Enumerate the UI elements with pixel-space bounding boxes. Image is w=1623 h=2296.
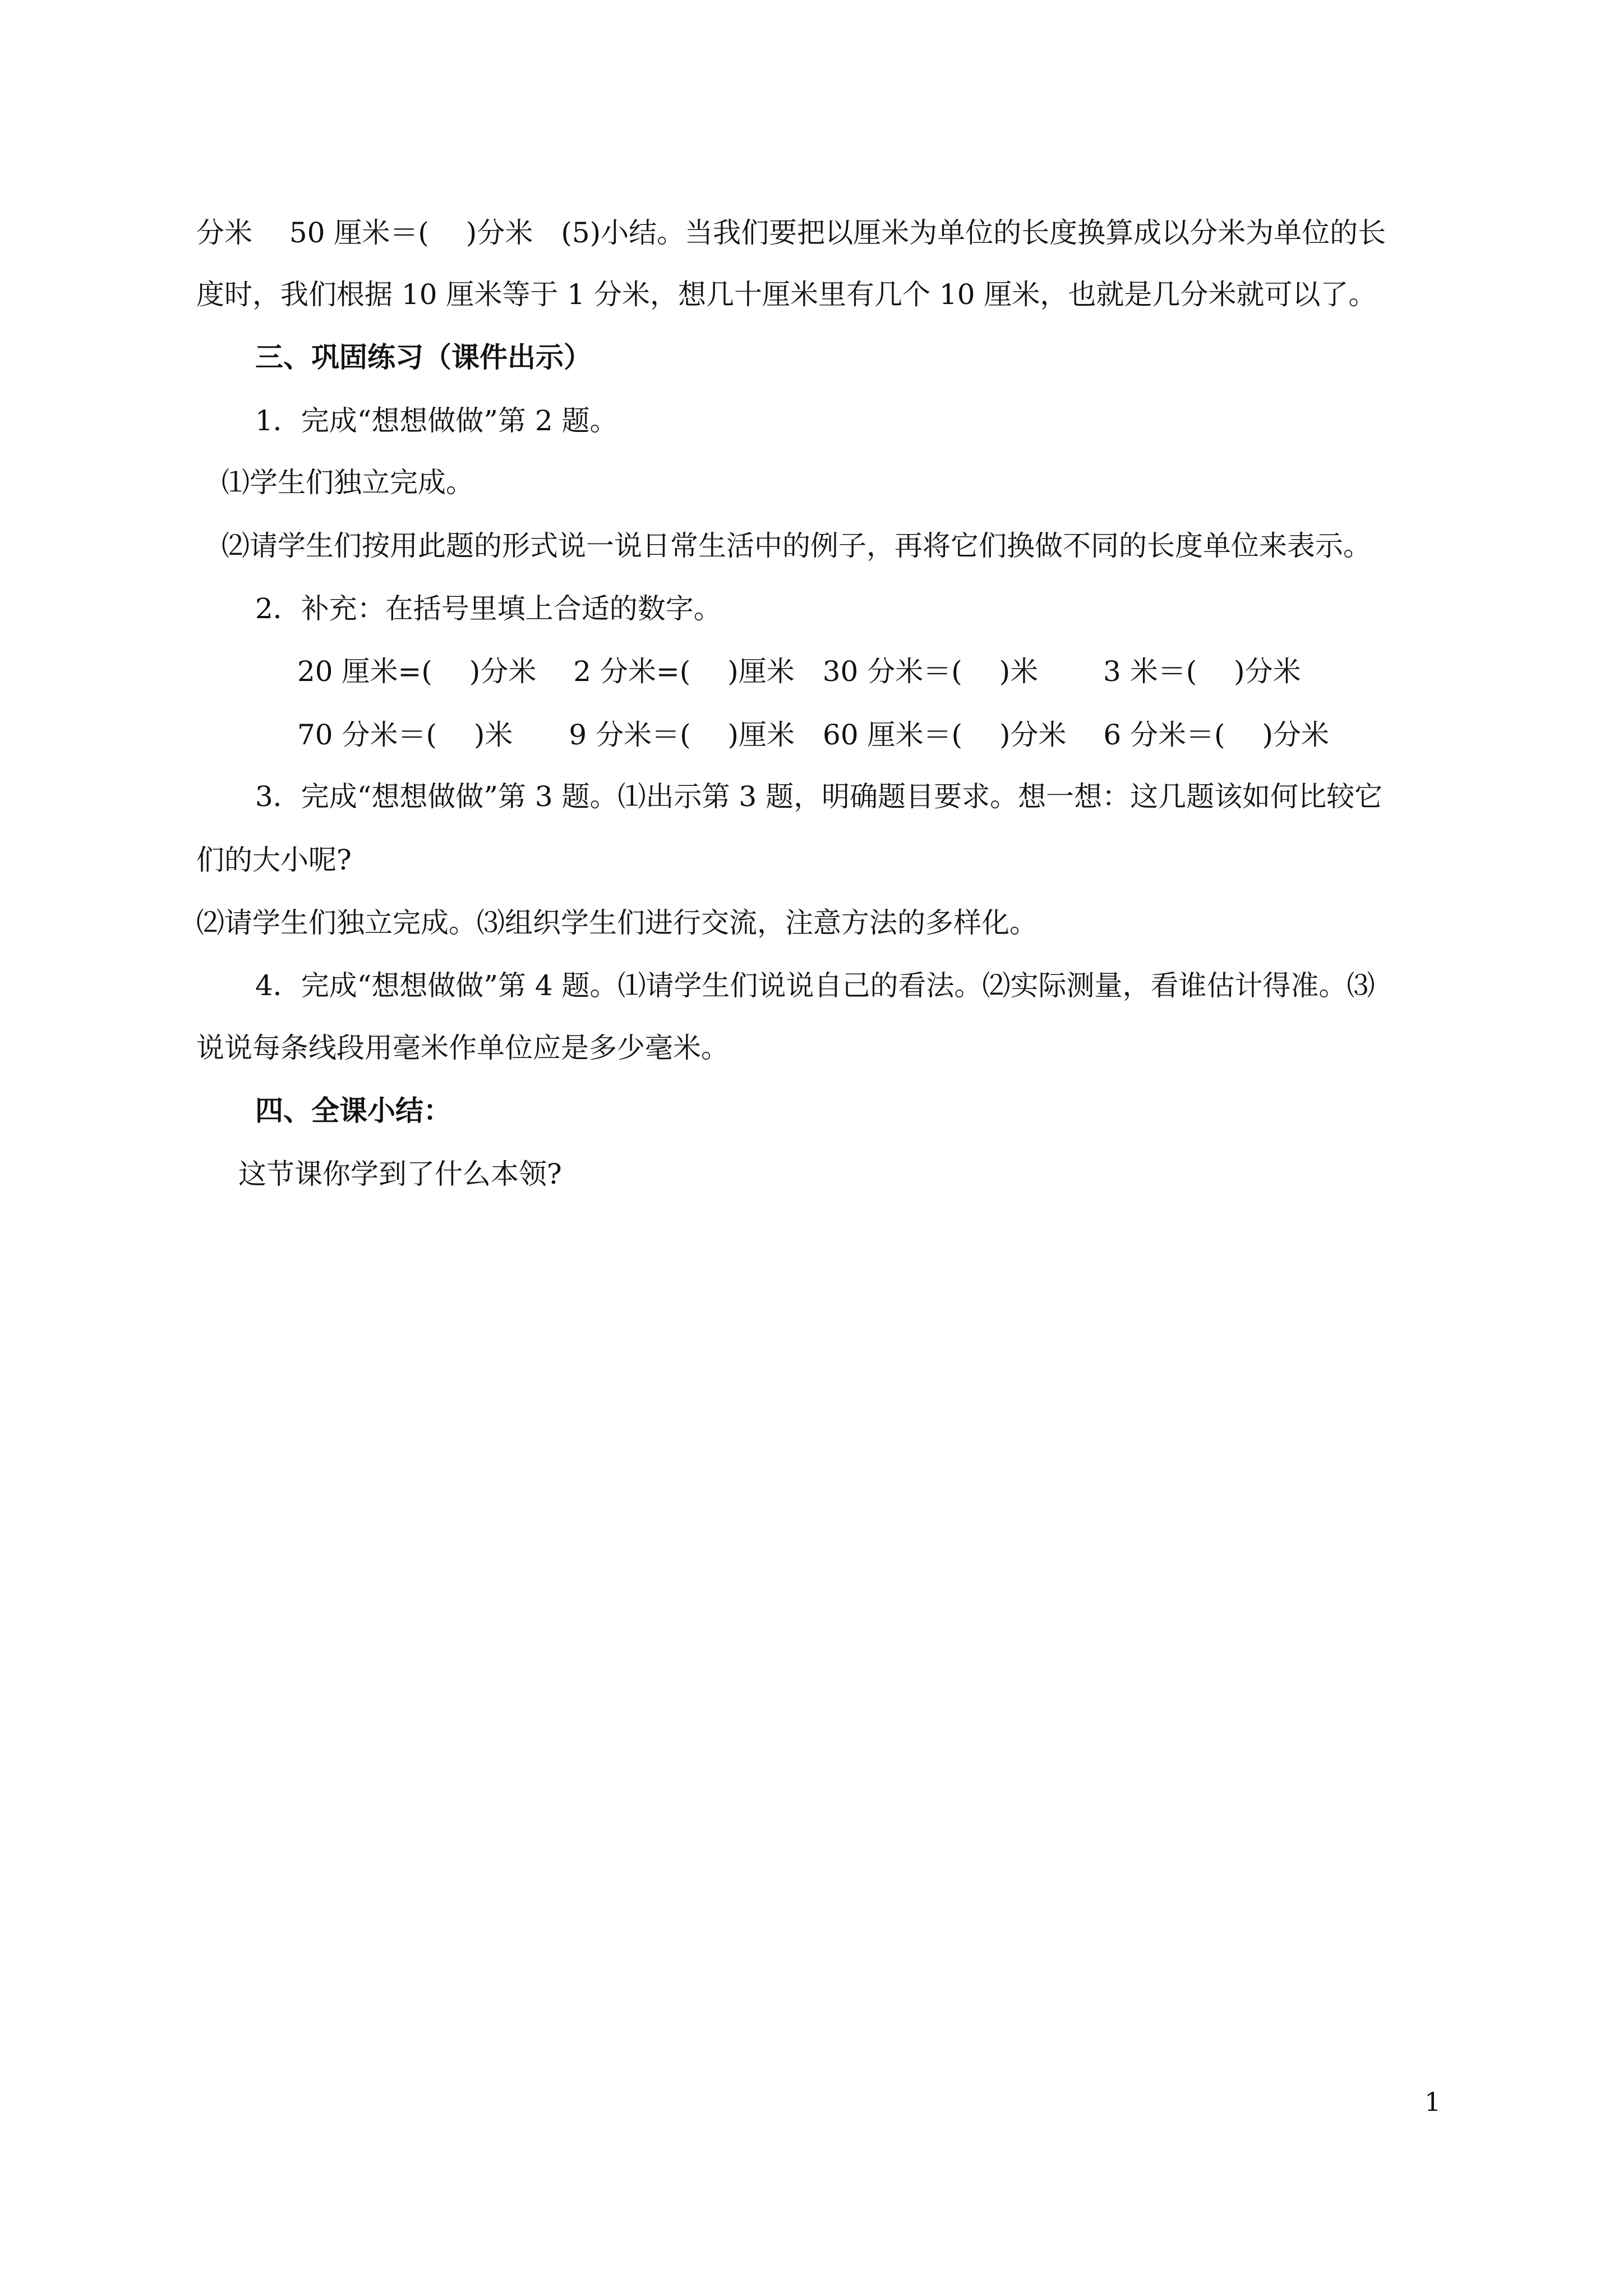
section-heading-4: 四、全课小结： [255,1094,451,1127]
text-line-12: ⑵请学生们独立完成。⑶组织学生们进行交流，注意方法的多样化。 [196,907,1038,939]
section-heading-3: 三、巩固练习（课件出示） [255,341,592,374]
text-line-2: 度时，我们根据 10 厘米等于 1 分米，想几十厘米里有几个 10 厘米，也就是几分米就可以了。 [196,278,1377,311]
text-line-6: ⑵请学生们按用此题的形式说一说日常生活中的例子，再将它们换做不同的长度单位来表示。 [222,530,1371,562]
text-line-13: 4．完成“想想做做”第 4 题。⑴请学生们说说自己的看法。⑵实际测量，看谁估计得准。⑶ [255,969,1375,1002]
text-line-14: 说说每条线段用毫米作单位应是多少毫米。 [196,1032,729,1064]
exercise-row-1: 20 厘米=( )分米 2 分米=( )厘米 30 分米＝( )米 3 米＝( )分米 [297,655,1301,688]
text-line-16: 这节课你学到了什么本领? [238,1158,562,1190]
text-line-10: 3．完成“想想做做”第 3 题。⑴出示第 3 题，明确题目要求。想一想：这几题该如何比较它 [255,780,1383,813]
text-line-11: 们的大小呢? [196,844,352,876]
page-number: 1 [1424,2087,1441,2117]
text-line-5: ⑴学生们独立完成。 [222,466,474,499]
text-line-4: 1．完成“想想做做”第 2 题。 [255,404,618,437]
text-line-7: 2．补充：在括号里填上合适的数字。 [255,592,722,625]
exercise-row-2: 70 分米＝( )米 9 分米＝( )厘米 60 厘米＝( )分米 6 分米＝( )分米 [297,719,1329,751]
text-line-1: 分米 50 厘米＝( )分米 (5)小结。当我们要把以厘米为单位的长度换算成以分米为单位的长 [196,217,1386,249]
